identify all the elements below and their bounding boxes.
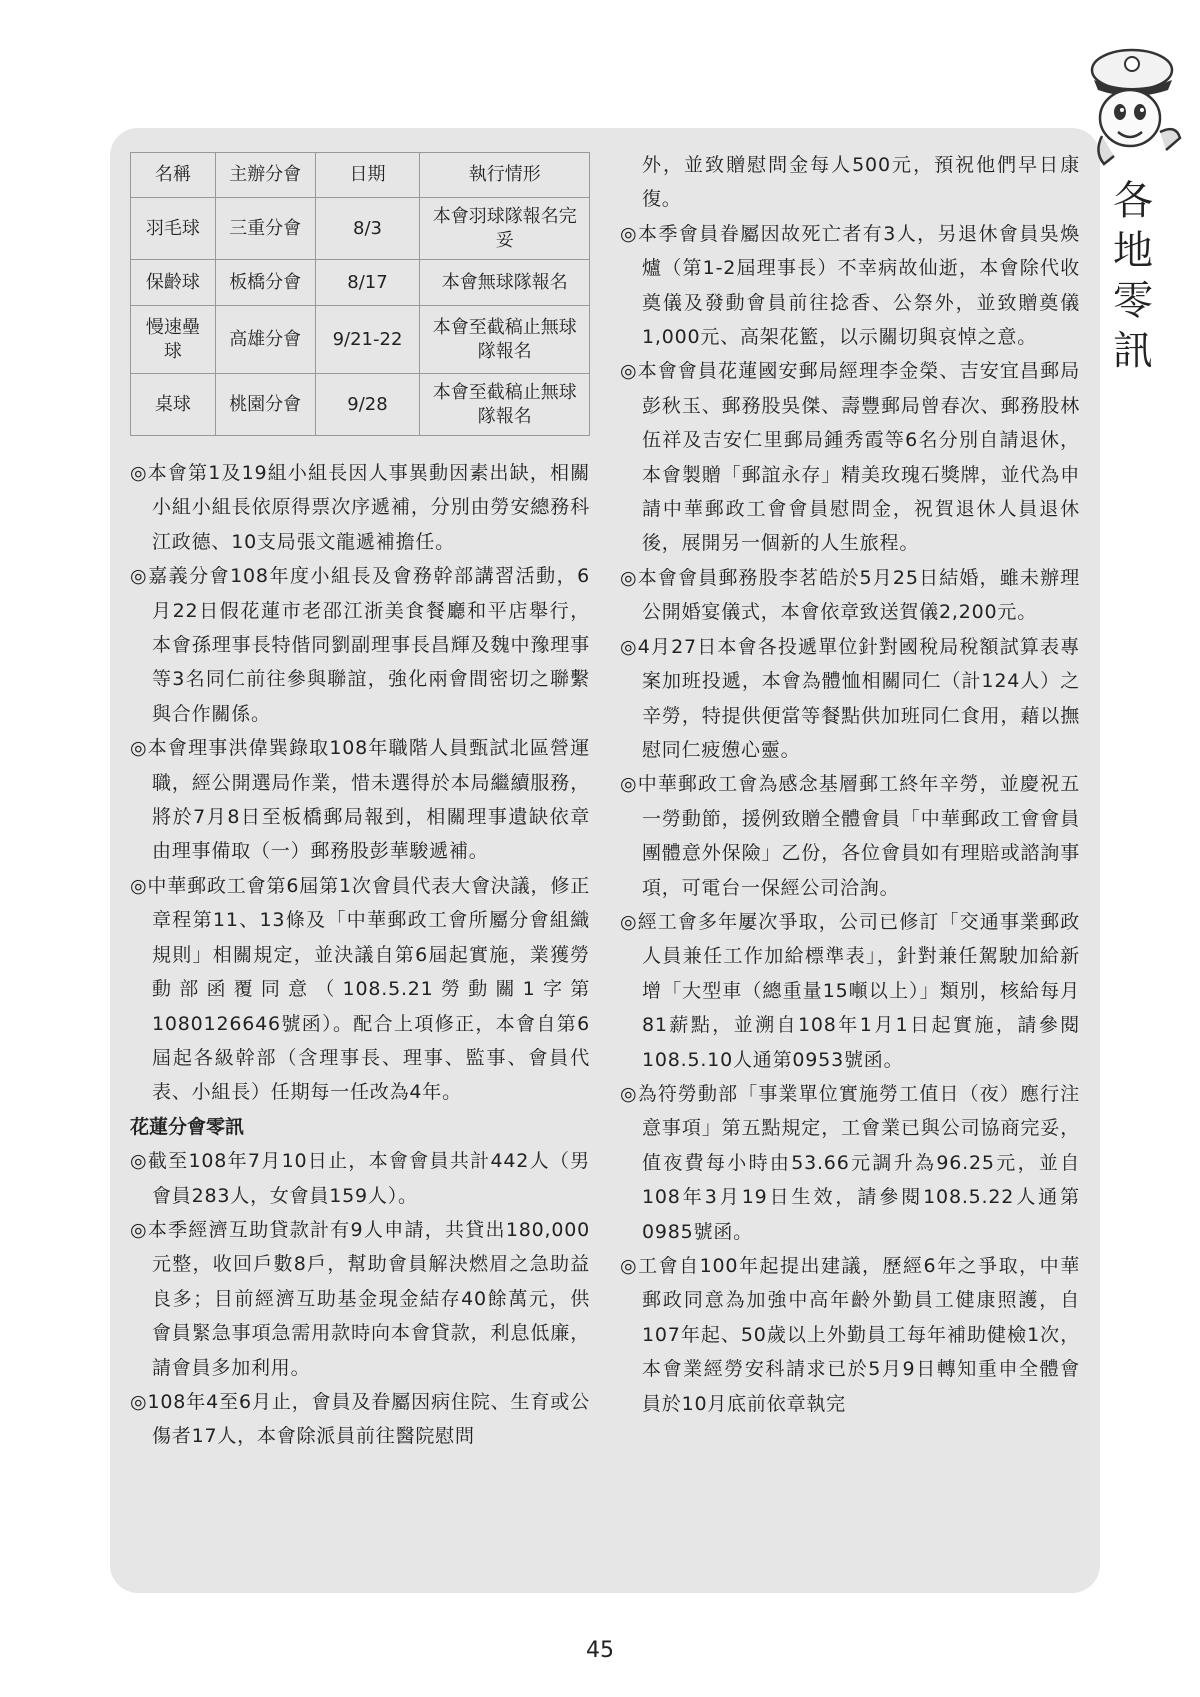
notice-item: ◎中華郵政工會為感念基層郵工終年辛勞，並慶祝五一勞動節，援例致贈全體會員「中華郵政工會會員團體意外保險」乙份，各位會員如有理賠或諮詢事項，可電台一保經公司洽詢。 bbox=[620, 773, 1080, 899]
table-row bbox=[131, 260, 590, 306]
notice-item: ◎本季經濟互助貸款計有9人申請，共貸出180,000元整，收回戶數8戶，幫助會員解決燃眉之急助益良多；目前經濟互助基金現金結存40餘萬元，供會員緊急事項急需用款時向本會貸款，利息低廉，請會員多加利用。 bbox=[130, 1218, 590, 1379]
table-header-cell: 主辦分會 bbox=[215, 153, 315, 198]
notice-item: ◎本會會員郵務股李茗皓於5月25日結婚，雖未辦理公開婚宴儀式，本會依章致送賀儀2,200元。 bbox=[620, 566, 1080, 624]
notice-item: ◎截至108年7月10日止，本會會員共計442人（男會員283人，女會員159人）。 bbox=[130, 1150, 590, 1207]
notice-continuation: 外，並致贈慰問金每人500元，預祝他們早日康復。 bbox=[642, 154, 1080, 211]
left-notices bbox=[130, 456, 590, 1454]
table-cell: 本會無球隊報名 bbox=[420, 260, 590, 306]
hualien-heading: 花蓮分會零訊 bbox=[130, 1115, 245, 1138]
table-header-row bbox=[131, 153, 590, 198]
table-cell: 羽毛球 bbox=[131, 198, 216, 260]
section-title bbox=[1108, 176, 1158, 376]
notice-item: ◎本會第1及19組小組長因人事異動因素出缺，相關小組小組長依原得票次序遞補，分別由勞安總務科江政德、10支局張文龍遞補擔任。 bbox=[130, 462, 590, 553]
table-header-cell: 執行情形 bbox=[420, 153, 590, 198]
page-number: 45 bbox=[586, 1638, 614, 1663]
table-cell: 本會羽球隊報名完妥 bbox=[420, 198, 590, 260]
table-cell: 板橋分會 bbox=[215, 260, 315, 306]
notice-item: ◎工會自100年起提出建議，歷經6年之爭取，中華郵政同意為加強中高年齡外勤員工健康照護，自107年起、50歲以上外勤員工每年補助健檢1次，本會業經勞安科請求已於5月9日轉知重申全體會員於10月底前依章執完 bbox=[620, 1255, 1080, 1415]
table-cell: 慢速壘球 bbox=[131, 306, 216, 374]
section-title-char: 各 bbox=[1113, 178, 1153, 224]
table-cell: 9/28 bbox=[315, 374, 420, 436]
table-cell: 高雄分會 bbox=[215, 306, 315, 374]
table-cell: 9/21-22 bbox=[315, 306, 420, 374]
table-cell: 8/3 bbox=[315, 198, 420, 260]
section-title-char: 零 bbox=[1113, 278, 1153, 324]
notice-item: ◎本會會員花蓮國安郵局經理李金榮、吉安宜昌郵局彭秋玉、郵務股吳傑、壽豐郵局曾春次、郵務股林伍祥及吉安仁里郵局鍾秀霞等6名分別自請退休，本會製贈「郵誼永存」精美玫瑰石獎牌，並代為申請中華郵政工會會員慰問金，祝賀退休人員退休後，展開另一個新的人生旅程。 bbox=[620, 360, 1080, 555]
table-row bbox=[131, 306, 590, 374]
table-header-cell: 名稱 bbox=[131, 153, 216, 198]
notice-item: ◎本會理事洪偉巽錄取108年職階人員甄試北區營運職，經公開選局作業，惜未選得於本局繼續服務，將於7月8日至板橋郵局報到，相關理事遺缺依章由理事備取（一）郵務股彭華駿遞補。 bbox=[130, 737, 590, 863]
section-title-char: 訊 bbox=[1113, 328, 1153, 374]
notice-item: ◎108年4至6月止，會員及眷屬因病住院、生育或公傷者17人，本會除派員前往醫院慰問 bbox=[130, 1390, 590, 1448]
table-cell: 三重分會 bbox=[215, 198, 315, 260]
events-table bbox=[130, 152, 590, 436]
table-row bbox=[131, 198, 590, 260]
notice-item: ◎4月27日本會各投遞單位針對國稅局稅額試算表專案加班投遞，本會為體恤相關同仁（計124人）之辛勞，特提供便當等餐點供加班同仁食用，藉以撫慰同仁疲憊心靈。 bbox=[620, 635, 1080, 761]
notice-item: ◎嘉義分會108年度小組長及會務幹部講習活動，6月22日假花蓮市老邵江浙美食餐廳和平店舉行，本會孫理事長特偕同劉副理事長昌輝及魏中豫理事等3名同仁前往參與聯誼，強化兩會間密切之聯繫與合作關係。 bbox=[130, 565, 590, 725]
table-cell: 保齡球 bbox=[131, 260, 216, 306]
table-cell: 桃園分會 bbox=[215, 374, 315, 436]
notice-item: ◎中華郵政工會第6屆第1次會員代表大會決議，修正章程第11、13條及「中華郵政工會所屬分會組織規則」相關規定，並決議自第6屆起實施，業獲勞動部函覆同意（108.5.21勞動關1字第1080126646號函）。配合上項修正，本會自第6屆起各級幹部（含理事長、理事、監事、會員代表、小組長）任期每一任改為4年。 bbox=[130, 874, 590, 1104]
section-title-char: 地 bbox=[1113, 228, 1153, 274]
notice-item: ◎經工會多年屢次爭取，公司已修訂「交通事業郵政人員兼任工作加給標準表」，針對兼任駕駛加給新增「大型車（總重量15噸以上）」類別，核給每月81薪點，並溯自108年1月1日起實施，請參閱108.5.10人通第0953號函。 bbox=[620, 910, 1080, 1071]
notice-item: ◎為符勞動部「事業單位實施勞工值日（夜）應行注意事項」第五點規定，工會業已與公司協商完妥，值夜費每小時由53.66元調升為96.25元，並自108年3月19日生效，請參閱108.5.22人通第0985號函。 bbox=[620, 1082, 1080, 1243]
table-cell: 本會至截稿止無球隊報名 bbox=[420, 374, 590, 436]
table-header-cell: 日期 bbox=[315, 153, 420, 198]
left-column bbox=[130, 152, 590, 1454]
notice-item: ◎本季會員眷屬因故死亡者有3人，另退休會員吳煥爐（第1-2屆理事長）不幸病故仙逝，本會除代收奠儀及發動會員前往捻香、公祭外，並致贈奠儀1,000元、高架花籃，以示關切與哀悼之意。 bbox=[620, 222, 1080, 349]
table-row bbox=[131, 374, 590, 436]
table-cell: 8/17 bbox=[315, 260, 420, 306]
table-cell: 桌球 bbox=[131, 374, 216, 436]
postman-mascot-icon bbox=[1080, 40, 1190, 170]
table-cell: 本會至截稿止無球隊報名 bbox=[420, 306, 590, 374]
right-column bbox=[620, 148, 1080, 1421]
